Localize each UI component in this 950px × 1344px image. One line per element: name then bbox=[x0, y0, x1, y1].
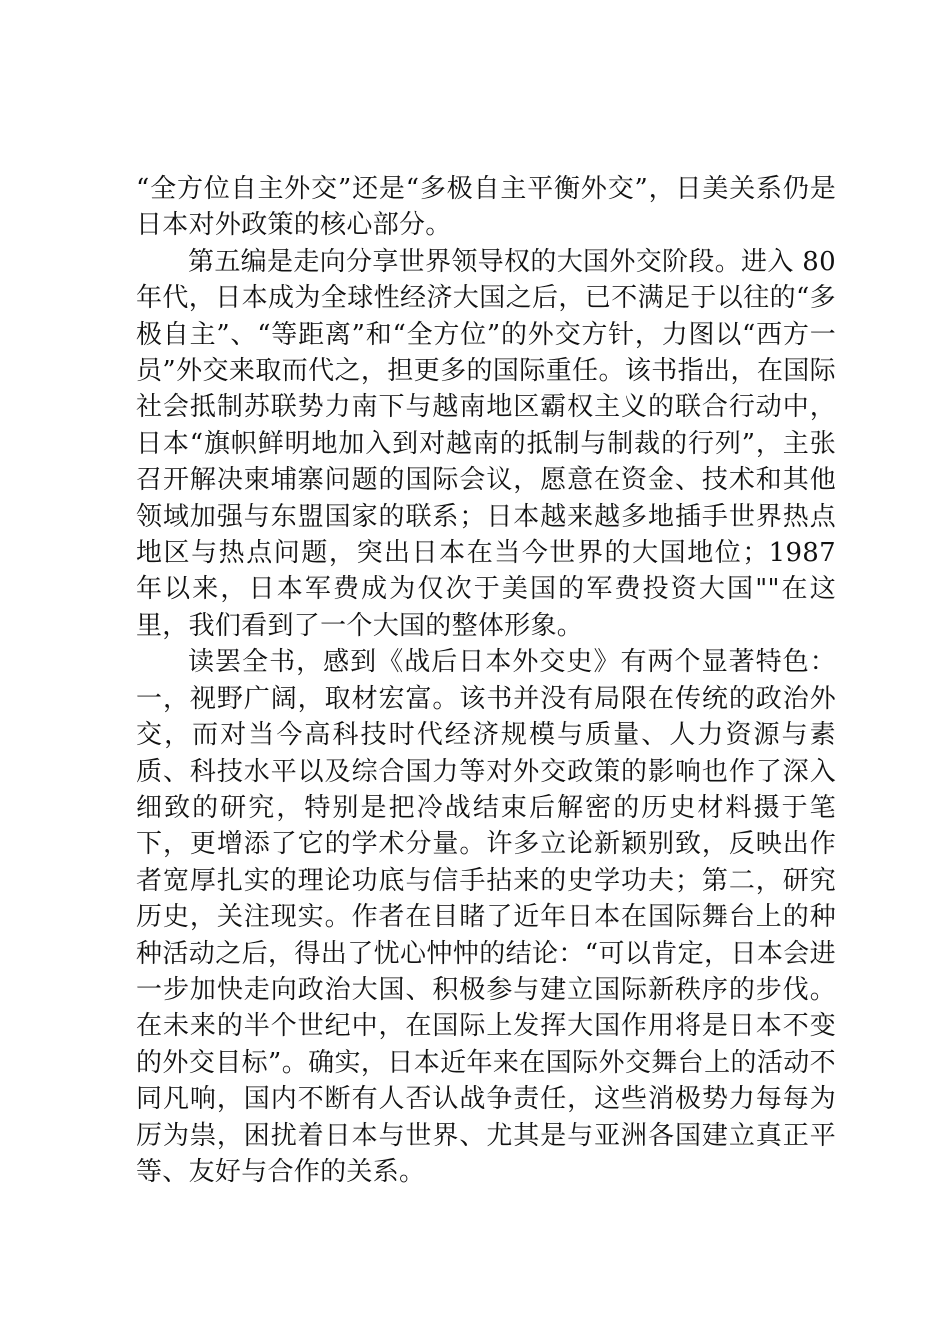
document-body bbox=[136, 171, 836, 1190]
paragraph-part-five: 第五编是走向分享世界领导权的大国外交阶段。进入 80 年代，日本成为全球性经济大国之后，已不满足于以往的“多极自主”、“等距离”和“全方位”的外交方针，力图以“西方一员”外交来取而代之，担更多的国际重任。该书指出，在国际社会抵制苏联势力南下与越南地区霸权主义的联合行动中，日本“旗帜鲜明地加入到对越南的抵制与制裁的行列”，主张召开解决柬埔寨问题的国际会议，愿意在资金、技术和其他领域加强与东盟国家的联系；日本越来越多地插手世界热点地区与热点问题，突出日本在当今世界的大国地位；1987 年以来，日本军费成为仅次于美国的军费投资大国""在这里，我们看到了一个大国的整体形象。 bbox=[136, 246, 836, 641]
paragraph-review: 读罢全书，感到《战后日本外交史》有两个显著特色：一，视野广阔，取材宏富。该书并没有局限在传统的政治外交，而对当今高科技时代经济规模与质量、人力资源与素质、科技水平以及综合国力等对外交政策的影响也作了深入细致的研究，特别是把冷战结束后解密的历史材料摄于笔下，更增添了它的学术分量。许多立论新颖别致，反映出作者宽厚扎实的理论功底与信手拈来的史学功夫；第二，研究历史，关注现实。作者在目睹了近年日本在国际舞台上的种种活动之后，得出了忧心忡忡的结论：“可以肯定，日本会进一步加快走向政治大国、积极参与建立国际新秩序的步伐。在未来的半个世纪中，在国际上发挥大国作用将是日本不变的外交目标”。确实，日本近年来在国际外交舞台上的活动不同凡响，国内不断有人否认战争责任，这些消极势力每每为厉为祟，困扰着日本与世界、尤其是与亚洲各国建立真正平等、友好与合作的关系。 bbox=[136, 647, 836, 1187]
paragraph-continuation: “全方位自主外交”还是“多极自主平衡外交”，日美关系仍是日本对外政策的核心部分。 bbox=[136, 174, 836, 241]
